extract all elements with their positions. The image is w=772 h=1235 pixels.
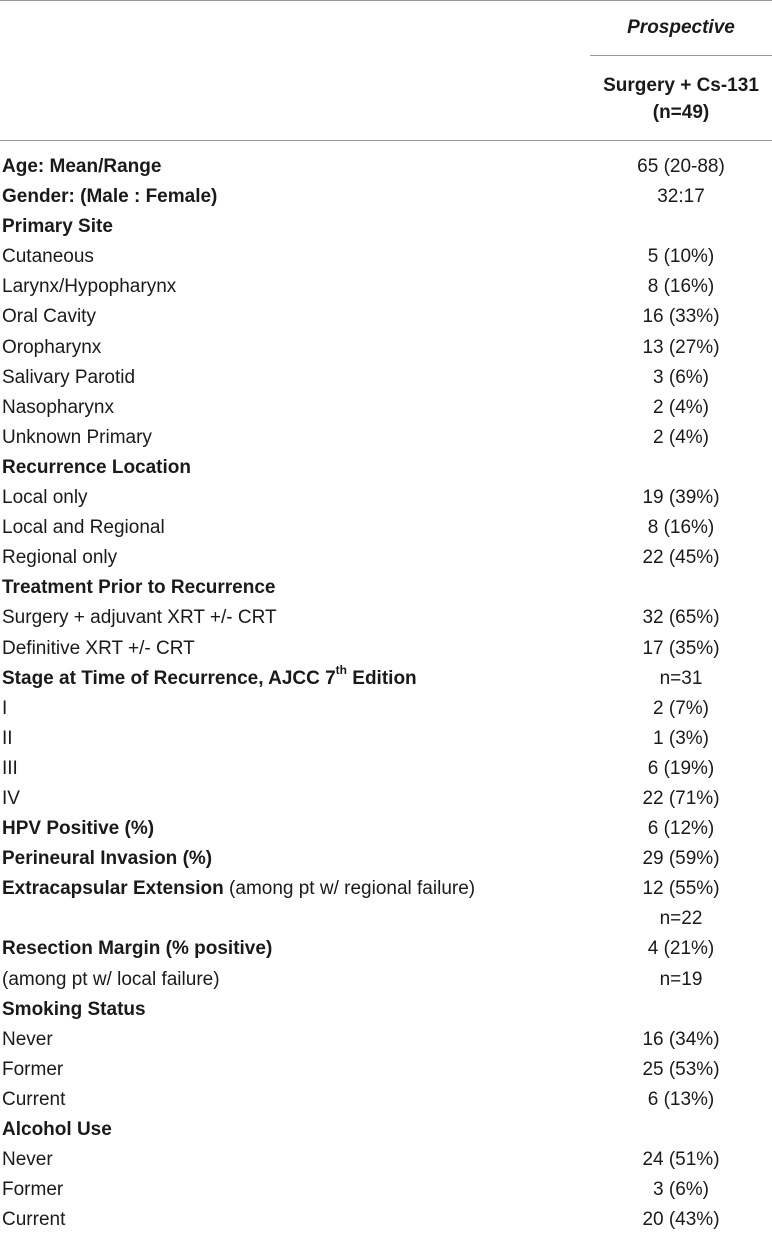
row-label — [2, 634, 195, 664]
table-row — [0, 754, 772, 784]
header-bottom-rule — [0, 140, 772, 141]
row-label-suffix: Edition — [347, 667, 417, 689]
row-label-text: Local only — [2, 487, 88, 509]
table-row — [0, 393, 772, 423]
row-value: 29 (59%) — [642, 848, 720, 870]
row-label-text: Never — [2, 1149, 53, 1171]
row-value: 6 (12%) — [647, 818, 715, 840]
row-label — [2, 965, 220, 995]
row-label-note: (among pt w/ regional failure) — [223, 878, 476, 900]
row-label-text: Unknown Primary — [2, 426, 152, 448]
row-label — [2, 1055, 63, 1085]
row-value: n=19 — [659, 968, 703, 990]
row-label-text: Current — [2, 1088, 66, 1110]
table-row — [0, 934, 772, 964]
row-label — [2, 393, 114, 423]
row-label — [2, 694, 7, 724]
table-row — [0, 573, 772, 603]
row-value: 32:17 — [657, 186, 705, 208]
table-row — [0, 603, 772, 633]
row-label-text: HPV Positive (%) — [2, 818, 155, 840]
row-value: 22 (45%) — [642, 547, 720, 569]
row-label — [2, 754, 18, 784]
row-label-text: Oropharynx — [2, 336, 102, 358]
table-row — [0, 965, 772, 995]
table-row — [0, 1175, 772, 1205]
table-row — [0, 212, 772, 242]
row-label — [2, 664, 417, 694]
table-row — [0, 724, 772, 754]
column-group-rule — [590, 55, 772, 56]
row-label-text: Larynx/Hypopharynx — [2, 276, 177, 298]
row-label-text: Current — [2, 1209, 66, 1231]
row-label — [2, 1115, 112, 1145]
table-row — [0, 1205, 772, 1235]
row-label-text: Never — [2, 1028, 53, 1050]
table-row — [0, 844, 772, 874]
row-label-superscript: th — [335, 663, 347, 678]
row-label-text: (among pt w/ local failure) — [2, 968, 220, 990]
row-label-text: Resection Margin (% positive) — [2, 938, 273, 960]
row-label-text: Local and Regional — [2, 517, 165, 539]
row-label — [2, 934, 272, 964]
row-value: 5 (10%) — [647, 246, 715, 268]
row-value: 1 (3%) — [653, 727, 709, 749]
table-row — [0, 483, 772, 513]
row-label-text: Recurrence Location — [2, 456, 191, 478]
table-row — [0, 302, 772, 332]
table-body — [0, 152, 772, 1235]
row-value: 8 (16%) — [647, 276, 715, 298]
row-label — [2, 212, 113, 242]
row-value: 16 (33%) — [642, 306, 720, 328]
row-label-text: Stage at Time of Recurrence, AJCC 7 — [2, 667, 336, 689]
row-value: 13 (27%) — [642, 336, 720, 358]
row-value: 65 (20-88) — [637, 156, 725, 177]
row-label — [2, 152, 161, 182]
table-row — [0, 814, 772, 844]
column-header — [590, 72, 772, 126]
row-label — [2, 1145, 53, 1175]
table-row — [0, 453, 772, 483]
row-value: 6 (13%) — [647, 1088, 715, 1110]
row-value: 6 (19%) — [647, 757, 715, 779]
row-value: 4 (21%) — [647, 938, 715, 960]
row-value: 2 (7%) — [653, 697, 709, 719]
row-label-text: Alcohol Use — [2, 1119, 112, 1140]
table-row — [0, 995, 772, 1025]
table-row — [0, 634, 772, 664]
row-label-text: I — [2, 697, 8, 719]
row-label-text: Extracapsular Extension — [2, 878, 224, 900]
table-row — [0, 1145, 772, 1175]
row-value: 22 (71%) — [642, 787, 720, 809]
row-label-text: Treatment Prior to Recurrence — [2, 577, 276, 599]
table-row — [0, 664, 772, 694]
row-label-text: Former — [2, 1058, 64, 1080]
row-label — [2, 573, 275, 603]
row-label — [2, 363, 135, 393]
table-row — [0, 1055, 772, 1085]
table-top-rule — [0, 0, 772, 1]
row-label — [2, 1175, 63, 1205]
row-label-text: Age: Mean/Range — [2, 156, 162, 177]
row-label — [2, 1025, 53, 1055]
row-label-text: Former — [2, 1179, 64, 1201]
row-value: 17 (35%) — [642, 637, 720, 659]
table-row — [0, 152, 772, 182]
row-label-text: Definitive XRT +/- CRT — [2, 637, 195, 659]
row-label — [2, 603, 277, 633]
table-row — [0, 874, 772, 904]
row-label — [2, 724, 13, 754]
row-label — [2, 874, 475, 904]
row-label — [2, 995, 146, 1025]
row-label-text: Surgery + adjuvant XRT +/- CRT — [2, 607, 277, 629]
row-label — [2, 272, 176, 302]
table-row — [0, 784, 772, 814]
column-header-line2: (n=49) — [652, 102, 710, 123]
table-row — [0, 182, 772, 212]
column-header-line1: Surgery + Cs-131 — [603, 75, 759, 96]
row-value: n=22 — [659, 908, 703, 930]
row-value: 12 (55%) — [642, 878, 720, 900]
table-row — [0, 1085, 772, 1115]
row-value: 3 (6%) — [653, 1179, 709, 1201]
row-label — [2, 423, 152, 453]
row-label — [2, 453, 191, 483]
row-label-text: IV — [2, 787, 20, 809]
row-value: 16 (34%) — [642, 1028, 720, 1050]
table-row — [0, 904, 772, 934]
row-value: 32 (65%) — [642, 607, 720, 629]
table-row — [0, 363, 772, 393]
row-value: 2 (4%) — [653, 426, 709, 448]
row-label-text: Gender: (Male : Female) — [2, 186, 218, 208]
row-label-text: III — [2, 757, 18, 779]
row-value: 25 (53%) — [642, 1058, 720, 1080]
row-value: 3 (6%) — [653, 366, 709, 388]
row-label-text: Salivary Parotid — [2, 366, 136, 388]
row-label-text: Regional only — [2, 547, 118, 569]
table-row — [0, 423, 772, 453]
row-label — [2, 333, 101, 363]
row-label — [2, 242, 94, 272]
row-label-text: Primary Site — [2, 216, 113, 238]
row-label-text: Oral Cavity — [2, 306, 96, 328]
row-value: 19 (39%) — [642, 487, 720, 509]
row-label — [2, 513, 165, 543]
table-row — [0, 543, 772, 573]
table-row — [0, 242, 772, 272]
row-value: 2 (4%) — [653, 396, 709, 418]
row-label-text: II — [2, 727, 13, 749]
row-value: n=31 — [659, 667, 703, 689]
row-label — [2, 302, 96, 332]
table-row — [0, 272, 772, 302]
row-value: 24 (51%) — [642, 1149, 720, 1171]
row-label — [2, 1085, 65, 1115]
row-label-text: Perineural Invasion (%) — [2, 848, 213, 870]
row-label — [2, 543, 117, 573]
row-label-text: Cutaneous — [2, 246, 94, 268]
column-group-header: Prospective — [627, 17, 735, 38]
row-label — [2, 182, 217, 212]
row-label-text: Smoking Status — [2, 998, 146, 1020]
row-label — [2, 483, 88, 513]
table-row — [0, 333, 772, 363]
table-row — [0, 513, 772, 543]
table-row — [0, 694, 772, 724]
row-label — [2, 1205, 65, 1235]
row-label — [2, 814, 154, 844]
row-label — [2, 844, 212, 874]
row-label-text: Nasopharynx — [2, 396, 114, 418]
row-value: 8 (16%) — [647, 517, 715, 539]
table-row — [0, 1025, 772, 1055]
row-value: 20 (43%) — [642, 1209, 720, 1231]
table-row — [0, 1115, 772, 1145]
row-label — [2, 784, 20, 814]
